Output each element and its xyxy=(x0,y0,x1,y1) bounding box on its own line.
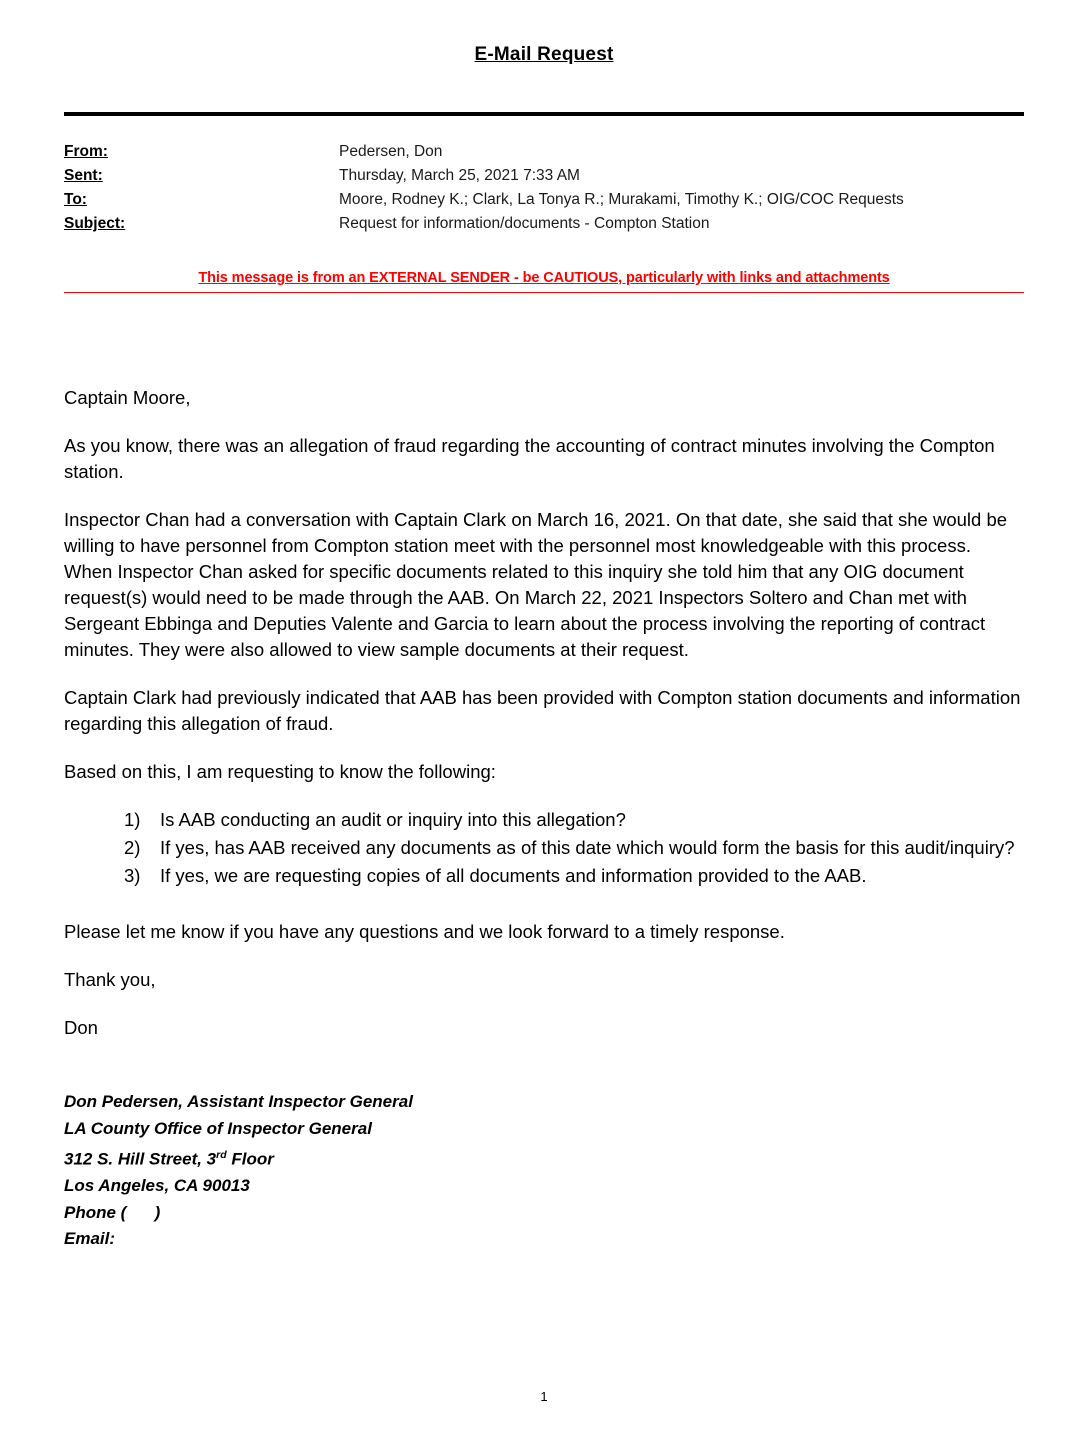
header-row-to xyxy=(64,188,1024,212)
signature-line-org: LA County Office of Inspector General xyxy=(64,1118,372,1138)
signature-line-name: Don Pedersen, Assistant Inspector General xyxy=(64,1092,413,1111)
street-ordinal: rd xyxy=(216,1149,227,1161)
to-label: To: xyxy=(64,191,87,208)
street-suffix: Floor xyxy=(226,1149,274,1169)
list-item: Is AAB conducting an audit or inquiry into this allegation? xyxy=(160,809,626,830)
subject-value: Request for information/documents - Compton Station xyxy=(339,215,710,232)
header-row-from xyxy=(64,140,1024,164)
page-number: 1 xyxy=(540,1389,548,1404)
signature-line-street xyxy=(64,1142,1024,1173)
body-paragraph-3: Captain Clark had previously indicated that AAB has been provided with Compton station documents and information regarding this allegation of fraud. xyxy=(64,687,1021,734)
from-label: From: xyxy=(64,143,108,160)
sent-value: Thursday, March 25, 2021 7:33 AM xyxy=(339,167,580,184)
header-divider xyxy=(64,112,1024,116)
from-value: Pedersen, Don xyxy=(339,143,443,160)
signature-line-city: Los Angeles, CA 90013 xyxy=(64,1176,250,1196)
closing: Thank you, xyxy=(64,969,156,990)
header-row-subject xyxy=(64,212,1024,236)
body-paragraph-2: Inspector Chan had a conversation with Captain Clark on March 16, 2021. On that date, she said that she would be willing to have personnel from Compton station meet with the personnel most knowledgeable with this process. When Inspector Chan asked for specific documents related to this inquiry she told him that any OIG document request(s) would need to be made through the AAB. On March 22, 2021 Inspectors Soltero and Chan met with Sergeant Ebbinga and Deputies Valente and Garcia to learn about the process involving the reporting of contract minutes. They were also allowed to view sample documents at their request. xyxy=(64,509,1008,660)
salutation: Captain Moore, xyxy=(64,387,191,408)
email-header-block xyxy=(64,140,1024,236)
subject-label: Subject: xyxy=(64,215,126,232)
request-list xyxy=(64,807,1024,889)
signoff-name: Don xyxy=(64,1017,98,1038)
signature-block xyxy=(64,1089,1024,1253)
email-body xyxy=(64,385,1024,1041)
list-item: If yes, we are requesting copies of all documents and information provided to the AAB. xyxy=(160,865,867,886)
page-title: E-Mail Request xyxy=(474,44,614,65)
external-sender-warning: This message is from an EXTERNAL SENDER - be CAUTIOUS, particularly with links and attachments xyxy=(198,270,890,286)
signature-line-phone: Phone ( ) xyxy=(64,1202,161,1222)
street-prefix: 312 S. Hill Street, 3 xyxy=(64,1149,217,1169)
sent-label: Sent: xyxy=(64,167,103,184)
signature-line-email: Email: xyxy=(64,1229,116,1249)
list-item: If yes, has AAB received any documents as of this date which would form the basis for this audit/inquiry? xyxy=(160,837,1015,858)
body-paragraph-5: Please let me know if you have any questions and we look forward to a timely response. xyxy=(64,921,785,942)
body-paragraph-4: Based on this, I am requesting to know the following: xyxy=(64,761,496,782)
warning-divider xyxy=(64,292,1024,293)
body-paragraph-1: As you know, there was an allegation of fraud regarding the accounting of contract minutes involving the Compton station. xyxy=(64,435,995,482)
header-row-sent xyxy=(64,164,1024,188)
to-value: Moore, Rodney K.; Clark, La Tonya R.; Murakami, Timothy K.; OIG/COC Requests xyxy=(339,191,904,208)
document-page xyxy=(0,44,1088,1452)
